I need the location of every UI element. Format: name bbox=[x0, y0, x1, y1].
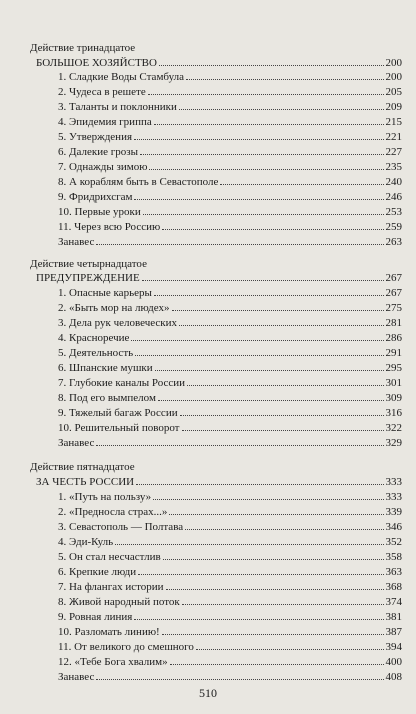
leader-dots bbox=[186, 79, 384, 80]
chapter-entry bbox=[58, 362, 402, 374]
chapter-page: 387 bbox=[385, 626, 402, 638]
chapter-entry bbox=[58, 332, 402, 344]
chapter-entry bbox=[58, 656, 402, 668]
leader-dots bbox=[143, 214, 384, 215]
chapter-title: 2. «Быть мор на людех» bbox=[58, 302, 170, 314]
chapter-page: 394 bbox=[385, 641, 402, 653]
chapter-entry bbox=[58, 347, 402, 359]
leader-dots bbox=[158, 400, 384, 401]
leader-dots bbox=[196, 649, 384, 650]
leader-dots bbox=[187, 385, 383, 386]
chapter-title: 12. «Тебе Бога хвалим» bbox=[58, 656, 168, 668]
chapter-page: 352 bbox=[385, 536, 402, 548]
chapter-entry bbox=[58, 116, 402, 128]
chapter-title: 10. Решительный поворот bbox=[58, 422, 180, 434]
chapter-entry bbox=[58, 377, 402, 389]
chapter-title: 4. Красноречие bbox=[58, 332, 130, 344]
leader-dots bbox=[148, 94, 384, 95]
leader-dots bbox=[131, 340, 383, 341]
leader-dots bbox=[179, 325, 383, 326]
chapter-title: 11. Через всю Россию bbox=[58, 221, 161, 233]
leader-dots bbox=[182, 430, 384, 431]
chapter-page: 200 bbox=[385, 71, 402, 83]
chapter-entry bbox=[58, 317, 402, 329]
leader-dots bbox=[159, 65, 384, 66]
leader-dots bbox=[163, 559, 384, 560]
chapter-title: 6. Далекие грозы bbox=[58, 146, 138, 158]
chapter-title: 7. На флангах истории bbox=[58, 581, 164, 593]
chapter-page: 227 bbox=[385, 146, 402, 158]
chapter-page: 358 bbox=[385, 551, 402, 563]
chapter-title: 11. От великого до смешного bbox=[58, 641, 194, 653]
chapter-page: 209 bbox=[385, 101, 402, 113]
curtain-title: Занавес bbox=[58, 236, 95, 248]
chapter-page: 400 bbox=[385, 656, 402, 668]
chapter-entry bbox=[58, 131, 402, 143]
chapter-page: 322 bbox=[385, 422, 402, 434]
part-title: ПРЕДУПРЕЖДЕНИЕ bbox=[36, 272, 140, 284]
chapter-entry bbox=[58, 101, 402, 113]
curtain-entry bbox=[58, 437, 402, 449]
chapter-title: 2. Чудеса в решете bbox=[58, 86, 146, 98]
chapter-title: 6. Крепкие люди bbox=[58, 566, 137, 578]
chapter-page: 286 bbox=[385, 332, 402, 344]
chapter-title: 7. Однажды зимою bbox=[58, 161, 148, 173]
leader-dots bbox=[96, 679, 383, 680]
chapter-entry bbox=[58, 521, 402, 533]
part-page: 333 bbox=[385, 476, 402, 488]
chapter-title: 4. Эпидемия гриппа bbox=[58, 116, 152, 128]
chapter-page: 339 bbox=[385, 506, 402, 518]
chapter-page: 205 bbox=[385, 86, 402, 98]
chapter-entry bbox=[58, 206, 402, 218]
leader-dots bbox=[149, 169, 383, 170]
leader-dots bbox=[154, 295, 384, 296]
chapter-page: 309 bbox=[385, 392, 402, 404]
chapter-title: 5. Утверждения bbox=[58, 131, 133, 143]
curtain-entry bbox=[58, 671, 402, 683]
part-title: БОЛЬШОЕ ХОЗЯЙСТВО bbox=[36, 57, 157, 69]
act-title: Действие тринадцатое bbox=[30, 42, 136, 54]
chapter-page: 363 bbox=[385, 566, 402, 578]
part-entry bbox=[36, 476, 402, 488]
chapter-page: 281 bbox=[385, 317, 402, 329]
chapter-entry bbox=[58, 641, 402, 653]
chapter-page: 381 bbox=[385, 611, 402, 623]
chapter-page: 221 bbox=[385, 131, 402, 143]
chapter-title: 1. Сладкие Воды Стамбула bbox=[58, 71, 184, 83]
part-page: 267 bbox=[385, 272, 402, 284]
curtain-entry bbox=[58, 236, 402, 248]
curtain-title: Занавес bbox=[58, 671, 95, 683]
chapter-title: 1. Опасные карьеры bbox=[58, 287, 152, 299]
leader-dots bbox=[96, 445, 383, 446]
chapter-entry bbox=[58, 536, 402, 548]
chapter-page: 301 bbox=[385, 377, 402, 389]
chapter-entry bbox=[58, 626, 402, 638]
chapter-page: 316 bbox=[385, 407, 402, 419]
act-title: Действие четырнадцатое bbox=[30, 258, 147, 270]
leader-dots bbox=[166, 589, 384, 590]
part-entry bbox=[36, 57, 402, 69]
leader-dots bbox=[170, 664, 384, 665]
chapter-page: 259 bbox=[385, 221, 402, 233]
chapter-page: 368 bbox=[385, 581, 402, 593]
chapter-title: 9. Ровная линия bbox=[58, 611, 133, 623]
chapter-title: 9. Тяжелый багаж России bbox=[58, 407, 178, 419]
part-entry bbox=[36, 272, 402, 284]
chapter-entry bbox=[58, 302, 402, 314]
chapter-entry bbox=[58, 581, 402, 593]
chapter-title: 7. Глубокие каналы России bbox=[58, 377, 186, 389]
chapter-entry bbox=[58, 176, 402, 188]
chapter-page: 240 bbox=[385, 176, 402, 188]
leader-dots bbox=[220, 184, 383, 185]
chapter-entry bbox=[58, 491, 402, 503]
leader-dots bbox=[115, 544, 383, 545]
chapter-title: 3. Дела рук человеческих bbox=[58, 317, 178, 329]
chapter-entry bbox=[58, 221, 402, 233]
leader-dots bbox=[179, 109, 384, 110]
leader-dots bbox=[185, 529, 383, 530]
chapter-page: 295 bbox=[385, 362, 402, 374]
leader-dots bbox=[169, 514, 383, 515]
chapter-page: 246 bbox=[385, 191, 402, 203]
chapter-page: 267 bbox=[385, 287, 402, 299]
chapter-page: 291 bbox=[385, 347, 402, 359]
chapter-title: 10. Первые уроки bbox=[58, 206, 141, 218]
chapter-page: 346 bbox=[385, 521, 402, 533]
leader-dots bbox=[162, 634, 384, 635]
leader-dots bbox=[172, 310, 384, 311]
chapter-title: 4. Эди-Куль bbox=[58, 536, 114, 548]
chapter-title: 3. Севастополь — Полтава bbox=[58, 521, 184, 533]
leader-dots bbox=[162, 229, 383, 230]
chapter-entry bbox=[58, 146, 402, 158]
chapter-entry bbox=[58, 506, 402, 518]
part-title: ЗА ЧЕСТЬ РОССИИ bbox=[36, 476, 135, 488]
chapter-entry bbox=[58, 191, 402, 203]
chapter-page: 333 bbox=[385, 491, 402, 503]
chapter-title: 8. А кораблям быть в Севастополе bbox=[58, 176, 219, 188]
chapter-page: 275 bbox=[385, 302, 402, 314]
part-page: 200 bbox=[385, 57, 402, 69]
chapter-page: 235 bbox=[385, 161, 402, 173]
leader-dots bbox=[140, 154, 384, 155]
chapter-entry bbox=[58, 596, 402, 608]
curtain-page: 329 bbox=[385, 437, 402, 449]
chapter-title: 5. Деятельность bbox=[58, 347, 134, 359]
chapter-entry bbox=[58, 86, 402, 98]
chapter-entry bbox=[58, 71, 402, 83]
curtain-title: Занавес bbox=[58, 437, 95, 449]
leader-dots bbox=[134, 139, 383, 140]
leader-dots bbox=[182, 604, 384, 605]
chapter-entry bbox=[58, 161, 402, 173]
chapter-title: 2. «Предносла страх...» bbox=[58, 506, 168, 518]
curtain-page: 408 bbox=[385, 671, 402, 683]
leader-dots bbox=[134, 199, 383, 200]
act-title: Действие пятнадцатое bbox=[30, 461, 135, 473]
leader-dots bbox=[134, 619, 383, 620]
chapter-title: 6. Шпанские мушки bbox=[58, 362, 153, 374]
page-number: 510 bbox=[199, 686, 217, 700]
chapter-entry bbox=[58, 611, 402, 623]
chapter-title: 10. Разломать линию! bbox=[58, 626, 160, 638]
leader-dots bbox=[142, 280, 384, 281]
chapter-title: 3. Таланты и поклонники bbox=[58, 101, 177, 113]
chapter-title: 5. Он стал несчастлив bbox=[58, 551, 161, 563]
leader-dots bbox=[138, 574, 383, 575]
leader-dots bbox=[154, 124, 384, 125]
chapter-title: 1. «Путь на пользу» bbox=[58, 491, 152, 503]
chapter-page: 374 bbox=[385, 596, 402, 608]
chapter-title: 8. Живой народный поток bbox=[58, 596, 180, 608]
chapter-page: 215 bbox=[385, 116, 402, 128]
leader-dots bbox=[96, 244, 383, 245]
chapter-entry bbox=[58, 422, 402, 434]
chapter-entry bbox=[58, 287, 402, 299]
chapter-entry bbox=[58, 551, 402, 563]
leader-dots bbox=[155, 370, 384, 371]
chapter-title: 9. Фридрихсгам bbox=[58, 191, 133, 203]
chapter-entry bbox=[58, 392, 402, 404]
chapter-entry bbox=[58, 566, 402, 578]
chapter-page: 253 bbox=[385, 206, 402, 218]
chapter-title: 8. Под его вымпелом bbox=[58, 392, 156, 404]
chapter-entry bbox=[58, 407, 402, 419]
leader-dots bbox=[135, 355, 383, 356]
leader-dots bbox=[153, 499, 383, 500]
leader-dots bbox=[180, 415, 384, 416]
curtain-page: 263 bbox=[385, 236, 402, 248]
leader-dots bbox=[136, 484, 383, 485]
